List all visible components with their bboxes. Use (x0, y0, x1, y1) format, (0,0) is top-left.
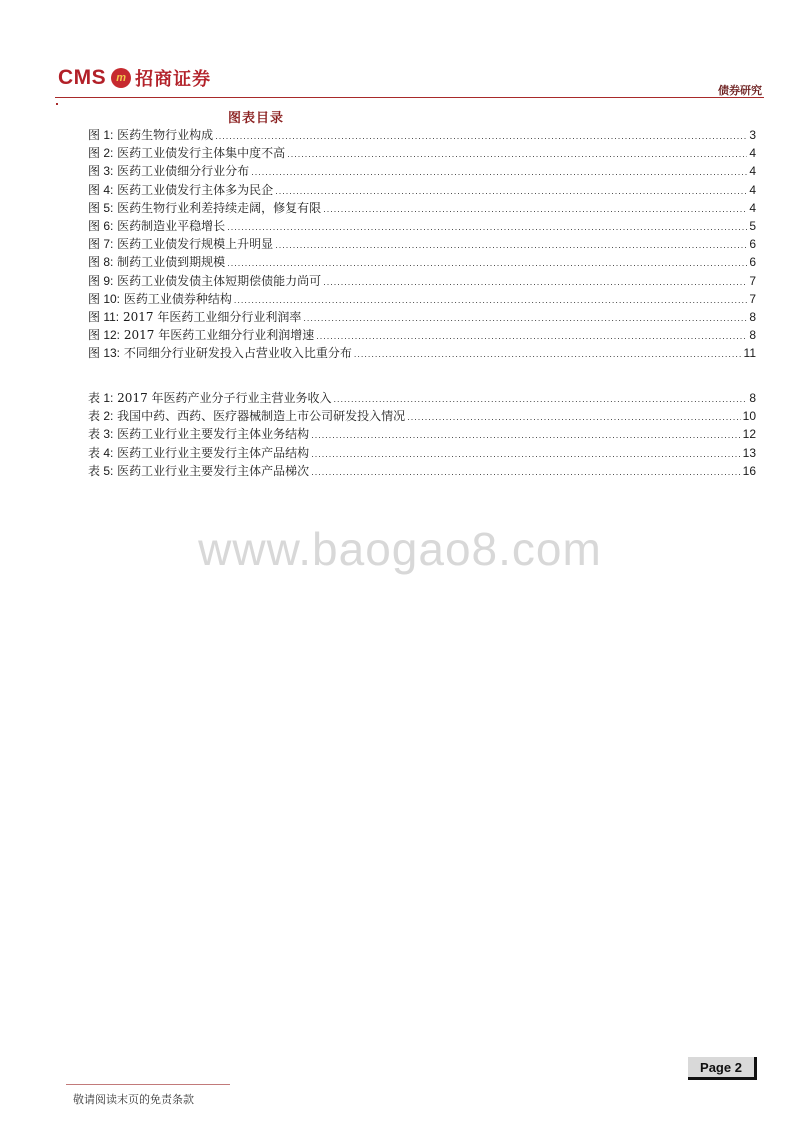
figure-entry-title: 医药制造业平稳增长 (117, 218, 226, 233)
figure-entry[interactable] (88, 344, 756, 362)
figure-entry-page: 5 (749, 218, 756, 233)
table-entry-title: 医药工业行业主要发行主体产品梯次 (117, 463, 310, 478)
dot-leader (354, 345, 742, 363)
toc-title: 图表目录 (228, 111, 285, 126)
figure-entry[interactable] (88, 126, 756, 144)
figure-entry-label (88, 217, 225, 235)
dot-leader (234, 291, 747, 309)
section-label: 债券研究 (718, 84, 762, 97)
figure-entry-title: 医药工业债发行主体多为民企 (117, 182, 274, 197)
figure-entry-page: 11 (743, 346, 756, 361)
table-entry[interactable] (88, 444, 756, 462)
figure-entry-number: 图 9: (88, 273, 114, 288)
figure-entry-title: 医药工业债细分行业分布 (117, 164, 250, 179)
watermark: www.baogao8.com (198, 523, 602, 575)
figure-entry[interactable] (88, 162, 756, 180)
figure-entry-page: 6 (749, 255, 756, 270)
dot-leader (323, 273, 747, 291)
page-number-box: Page 2 (688, 1057, 757, 1080)
dot-leader (215, 127, 747, 145)
figure-entry-title: 医药工业债发债主体短期偿债能力尚可 (117, 273, 322, 288)
figure-entry-label (88, 253, 225, 271)
logo-chinese-text: 招商证券 (135, 69, 212, 90)
header-dot (56, 103, 58, 105)
figure-entry-number: 图 8: (88, 255, 114, 270)
dot-leader (227, 218, 747, 236)
figure-entry[interactable] (88, 181, 756, 199)
dot-leader (303, 309, 747, 327)
table-entry-label (88, 389, 332, 407)
dot-leader (287, 145, 747, 163)
figure-entry-title: 不同细分行业研发投入占营业收入比重分布 (123, 346, 352, 361)
figure-entry-label (88, 272, 321, 290)
figure-entry[interactable] (88, 144, 756, 162)
figure-entry-page: 4 (749, 182, 756, 197)
figure-entry-page: 4 (749, 200, 756, 215)
table-entry-page: 10 (742, 409, 756, 424)
dot-leader (407, 408, 740, 426)
footer-disclaimer: 敬请阅读末页的免责条款 (73, 1093, 194, 1106)
figure-entry[interactable] (88, 272, 756, 290)
figure-entry-label (88, 308, 301, 326)
figure-entry-label (88, 144, 285, 162)
table-entry[interactable] (88, 425, 756, 443)
figure-entry-number: 图 11: (88, 309, 120, 324)
figure-entry[interactable] (88, 253, 756, 271)
figure-entry-number: 图 3: (88, 164, 114, 179)
figure-entry[interactable] (88, 235, 756, 253)
figure-entry-title: 医药生物行业构成 (117, 128, 214, 142)
figure-entry-number: 图 6: (88, 218, 114, 233)
dot-leader (311, 426, 740, 444)
figure-entry-number: 图 7: (88, 237, 114, 252)
figure-entry-label (88, 344, 352, 362)
figure-entry-number: 图 12: (88, 328, 121, 343)
table-entry-page: 8 (749, 391, 756, 405)
figure-entry[interactable] (88, 308, 756, 326)
figure-entry-page: 4 (749, 146, 756, 161)
figure-entry[interactable] (88, 217, 756, 235)
figure-entry-page: 3 (749, 128, 756, 142)
figure-entry-title: 医药工业债券种结构 (123, 291, 232, 306)
table-entry-label (88, 444, 309, 462)
dot-leader (311, 445, 740, 463)
figure-entry-number: 图 10: (88, 291, 121, 306)
company-logo (58, 64, 211, 92)
figure-entry-page: 6 (749, 237, 756, 252)
table-entry[interactable] (88, 389, 756, 407)
figure-entry-title: 2017 年医药工业细分行业利润增速 (123, 328, 315, 343)
figure-entry-page: 8 (749, 328, 756, 343)
table-entry-number: 表 2: (88, 409, 114, 424)
table-entry-title: 医药工业行业主要发行主体产品结构 (117, 445, 310, 460)
table-entry-page: 16 (742, 463, 756, 478)
table-entry-label (88, 462, 309, 480)
figure-entry[interactable] (88, 290, 756, 308)
figure-entry-page: 7 (749, 273, 756, 288)
figure-entry-page: 8 (749, 309, 756, 324)
figure-entry-label (88, 199, 321, 217)
dot-leader (251, 163, 747, 181)
figure-entry-label (88, 162, 249, 180)
logo-badge-icon: m (111, 68, 131, 88)
table-entry-number: 表 5: (88, 463, 114, 478)
dot-leader (323, 200, 747, 218)
table-entry[interactable] (88, 407, 756, 425)
dot-leader (275, 182, 747, 200)
table-entry-label (88, 407, 405, 425)
figure-entry-title: 2017 年医药工业细分行业利润率 (122, 309, 302, 324)
figure-entry-number: 图 2: (88, 146, 114, 161)
dot-leader (275, 236, 747, 254)
figure-entry-title: 医药工业债发行规模上升明显 (117, 237, 274, 252)
table-entry-title: 我国中药、西药、医疗器械制造上市公司研发投入情况 (117, 409, 406, 424)
table-entry-page: 13 (742, 445, 756, 460)
table-entry-label (88, 425, 309, 443)
dot-leader (316, 327, 747, 345)
figure-entry-number: 图 13: (88, 346, 121, 361)
figure-entry-label (88, 326, 314, 344)
table-entry-title: 2017 年医药产业分子行业主营业务收入 (117, 391, 332, 405)
figure-list (88, 126, 756, 362)
table-entry-number: 表 1: (88, 391, 114, 405)
figure-entry[interactable] (88, 326, 756, 344)
figure-entry-title: 医药生物行业利差持续走阔，修复有限 (117, 200, 322, 215)
figure-entry-title: 制药工业债到期规模 (117, 255, 226, 270)
figure-entry-label (88, 290, 232, 308)
dot-leader (227, 254, 747, 272)
dot-leader (311, 463, 740, 481)
logo-cms-text: CMS (58, 66, 107, 89)
figure-entry-label (88, 235, 273, 253)
figure-entry-number: 图 5: (88, 200, 114, 215)
figure-entry-label (88, 126, 213, 144)
figure-entry-number: 图 4: (88, 182, 114, 197)
figure-entry-title: 医药工业债发行主体集中度不高 (117, 146, 286, 161)
table-list (88, 389, 756, 480)
table-entry[interactable] (88, 462, 756, 480)
figure-entry-page: 7 (749, 291, 756, 306)
figure-entry-page: 4 (749, 164, 756, 179)
header-rule (55, 97, 764, 98)
table-entry-page: 12 (742, 427, 756, 442)
figure-entry[interactable] (88, 199, 756, 217)
figure-entry-number: 图 1: (88, 128, 114, 142)
footer-rule (66, 1084, 230, 1085)
dot-leader (334, 390, 748, 408)
table-entry-number: 表 3: (88, 427, 114, 442)
table-entry-number: 表 4: (88, 445, 114, 460)
table-entry-title: 医药工业行业主要发行主体业务结构 (117, 427, 310, 442)
figure-entry-label (88, 181, 273, 199)
